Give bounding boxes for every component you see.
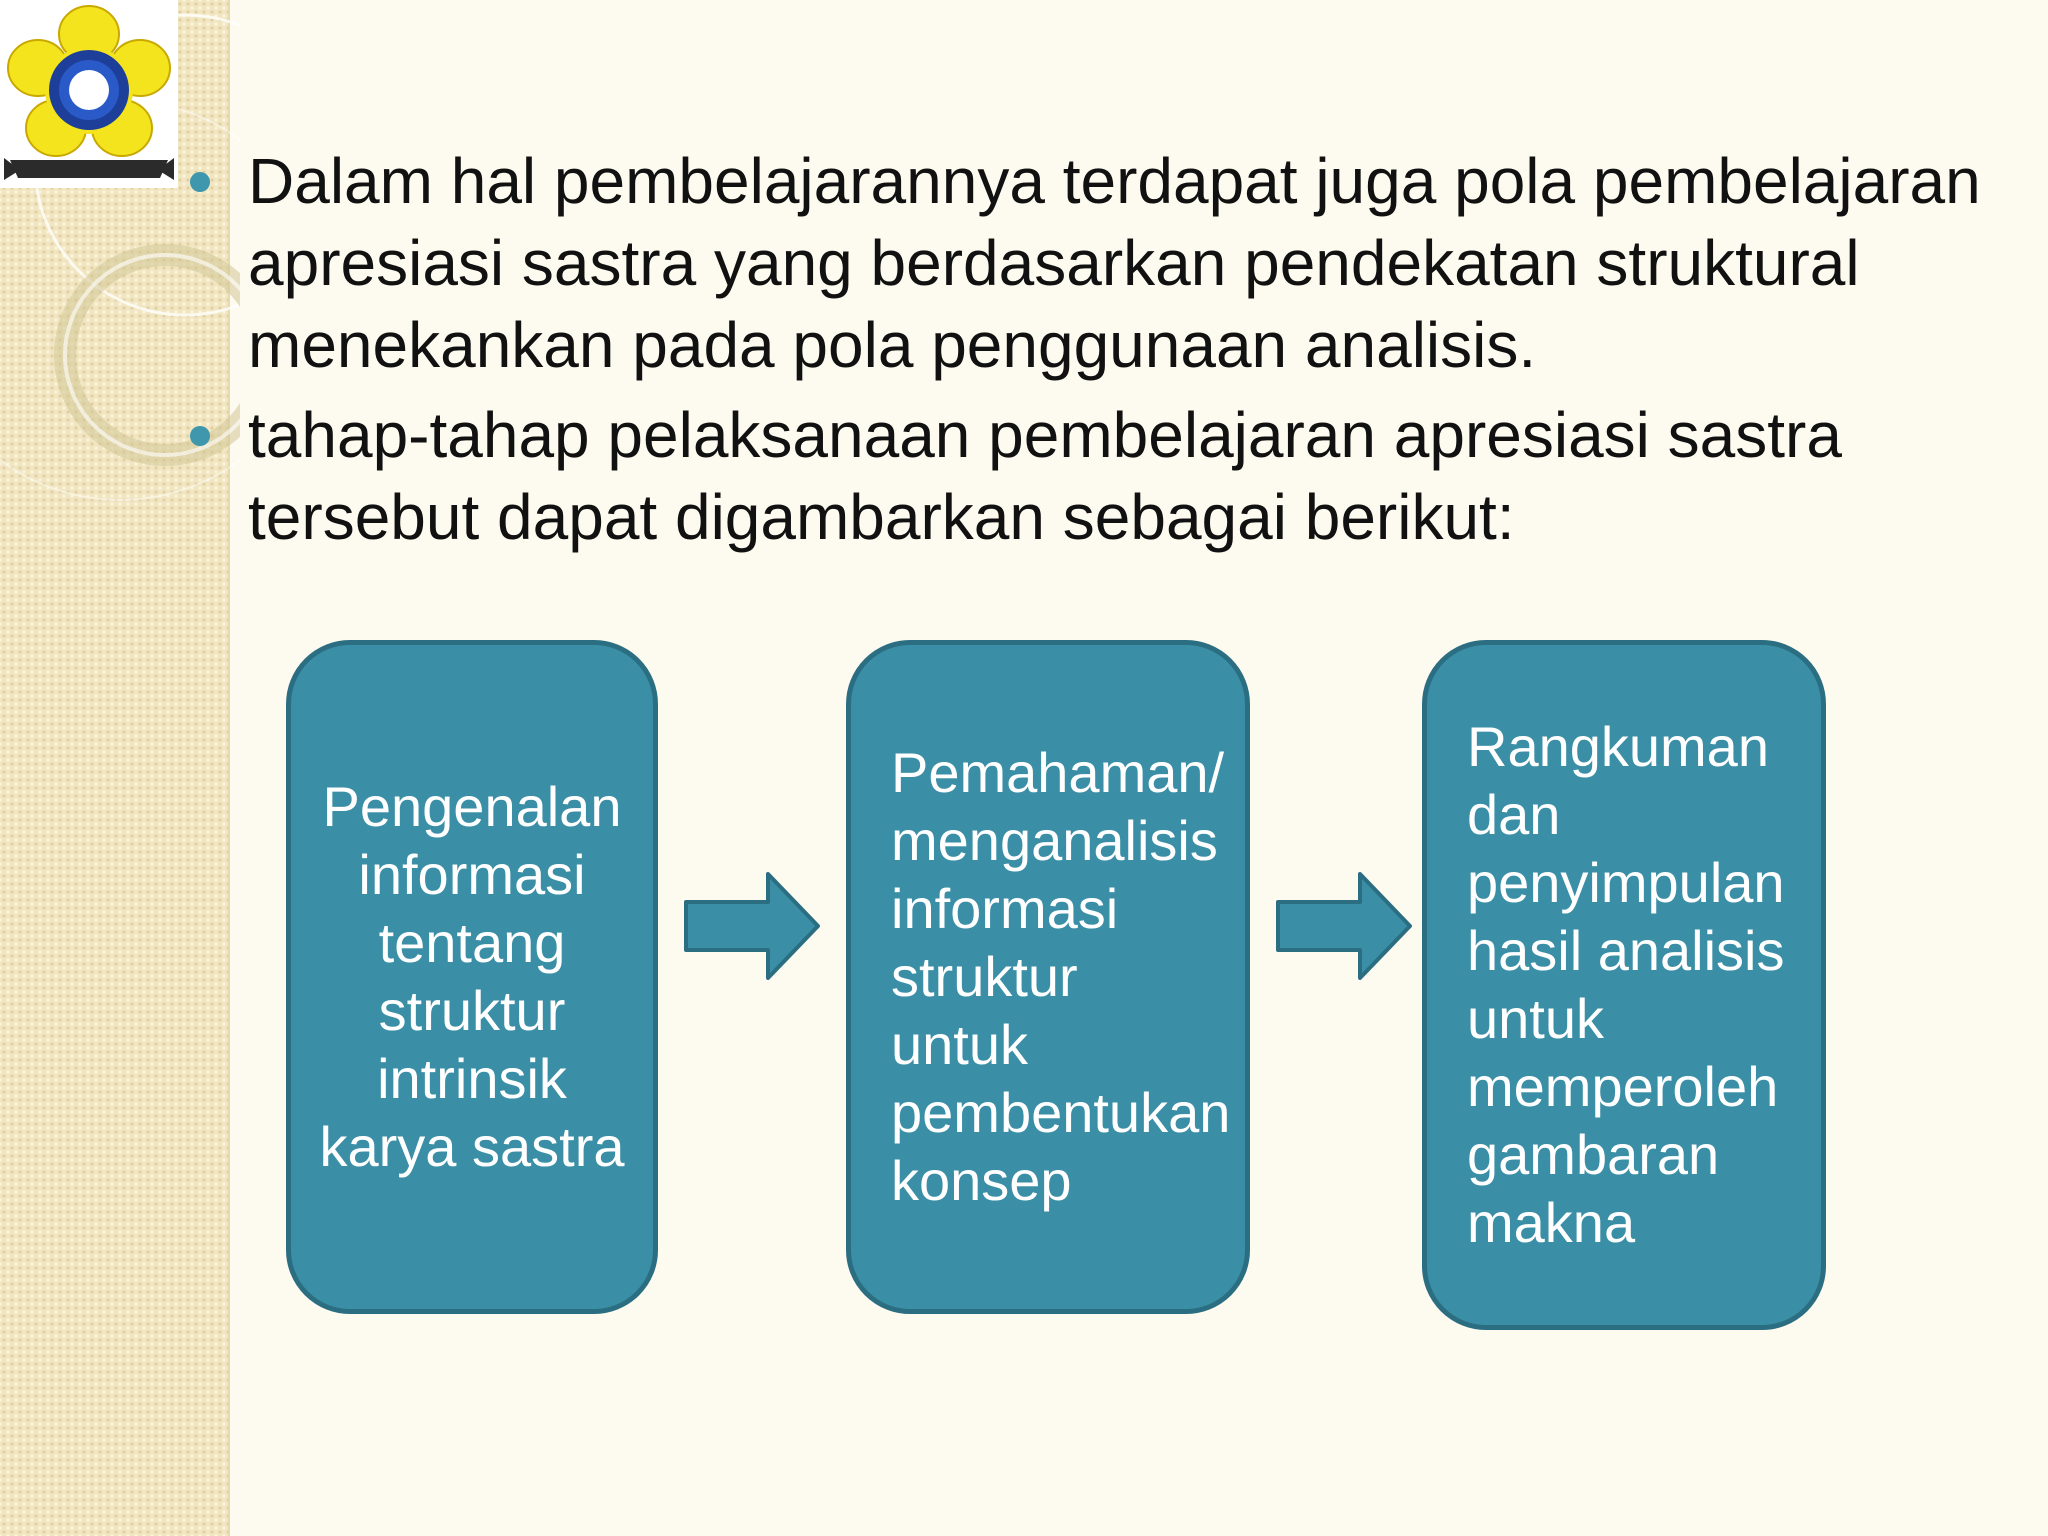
flow-step-2 bbox=[846, 640, 1250, 1314]
right-arrow-icon bbox=[684, 872, 820, 980]
slide-body bbox=[190, 140, 1990, 566]
flow-step-text: Pengenalan informasi tentang struktur intrinsik karya sastra bbox=[319, 775, 625, 1178]
bullet-text: Dalam hal pembelajarannya terdapat juga pola pembelajaran apresiasi sastra yang berdasarkan pendekatan struktural menekankan pada pola penggunaan analisis. bbox=[248, 145, 1981, 381]
flow-step-text: Rangkuman dan penyimpulan hasil analisis untuk memperoleh gambaran makna bbox=[1467, 715, 1785, 1254]
flow-step-text: Pemahaman/ menganalisis informasi struktur untuk pembentukan konsep bbox=[891, 741, 1231, 1212]
bullet-dot-icon bbox=[190, 426, 210, 446]
bullet-text: tahap-tahap pelaksanaan pembelajaran apresiasi sastra tersebut dapat digambarkan sebagai berikut: bbox=[248, 399, 1842, 553]
flow-step-3 bbox=[1422, 640, 1826, 1330]
bullet-item bbox=[190, 394, 1990, 558]
university-logo bbox=[0, 0, 178, 188]
bullet-dot-icon bbox=[190, 172, 210, 192]
university-crest-icon bbox=[0, 0, 178, 188]
right-arrow-icon bbox=[1276, 872, 1412, 980]
bullet-item bbox=[190, 140, 1990, 386]
flow-step-1 bbox=[286, 640, 658, 1314]
